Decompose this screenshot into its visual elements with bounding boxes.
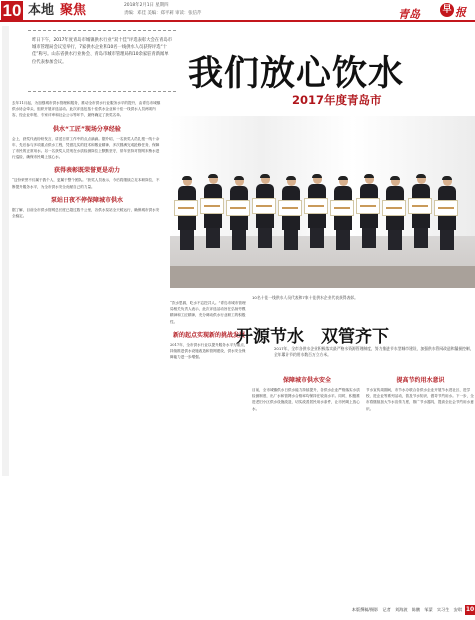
section-heading: 供水“工匠”现场分享经验 <box>53 125 121 133</box>
issue-date: 2018年2月1日 星期四 <box>124 3 169 8</box>
sub-headline: 2017年度青岛市 <box>292 93 382 107</box>
feature-column-right <box>366 370 475 598</box>
floor <box>170 266 475 288</box>
certificate <box>174 200 198 216</box>
certificate <box>382 200 406 216</box>
certificate <box>408 198 432 214</box>
article-paragraph: “这份荣誉不仅属于我个人，更属于整个团队。”获奖人员表示，今后将继续立足本职岗位，不断提升服务水平，为全市供水安全贡献自己的力量。 <box>12 178 160 189</box>
section-heading: 获得表彰既荣誉更是动力 <box>53 167 120 175</box>
article-paragraph: 会上，获奖代表纷纷发言，讲述日常工作中的点点滴滴。据介绍，一名获奖人员扎根一线十余年，先后参与多项重点供水工程，凭借扎实的技术和敬业精神，多次圆满完成抢修任务，保障了市民的正常用水。另一名获奖人员则在水质检测岗位上默默坚守，常年坚持对管网末梢水进行巡检，确保市民喝上放心水。 <box>12 136 160 160</box>
certificate <box>252 198 276 214</box>
left-article-column <box>12 100 162 610</box>
article-paragraph: 节水宣传周期间，市节水办联合各供水企业开展节水进社区、进学校、进企业等系列活动，普及节水知识，倡导节约用水。下一步，全市将继续加大节水宣传力度，推广节水器具，提高全社会节约用水意识。 <box>366 388 474 411</box>
article-paragraph: “饮水思源，吃水不忘挖井人。”青岛市城市管理局相关负责人表示，此次评选活动旨在弘扬劳模精神和工匠精神，充分调动供水行业职工的积极性。 <box>170 301 246 324</box>
certificate <box>356 198 380 214</box>
feature-headline: 开源节水 双管齐下 <box>236 327 389 347</box>
intro-text: 昨日下午，2017年度青岛市城镇供水行业“双十佳”评选表彰大会在青岛市城市管理局会议室举行，7家供水企业和10名一线供水人员获得评选“十佳”称号。山东省供水行业协会、青岛市城市管理局和10余家驻青新闻单位代表参加会议。 <box>32 38 172 65</box>
photo-caption: 10名十佳一线供水人员代表和7家十佳供水企业代表获得表彰。 <box>252 295 358 300</box>
section-name: 本地 <box>28 3 55 18</box>
logo-text: 青岛 <box>398 9 420 21</box>
certificate <box>226 200 250 216</box>
intro-box <box>28 30 176 92</box>
byline-footer <box>298 604 475 616</box>
logo-text-right: 报 <box>455 6 466 19</box>
article-paragraph: 目前，全市城镇供水日供水能力持续提升，各供水企业严格落实水质检测制度，出厂水和管网水合格率均保持在较高水平。同时，积极推进老旧小区供水设施改造，切实改善居民用水条件，让市民喝上放心水。 <box>252 388 360 411</box>
feature-column-left <box>252 370 362 610</box>
byline-text: 本版撰稿/摄影 记者 刘海波 陈鹏 邹蒙 实习生 安琪 <box>351 607 462 612</box>
certificate <box>434 200 458 216</box>
article-paragraph: 去年11月起，为加强城市供水管理和服务，推动全市供水行业服务水平的提升，由青岛市城镇供水协会牵头，组织开展评选活动。此次评选包括十佳供水企业和十佳一线供水人员两项内容，经企业申报、专家评审和社会公示等环节，最终确定了获奖名单。 <box>12 101 161 118</box>
award-group-photo <box>170 116 475 288</box>
certificate <box>278 200 302 216</box>
certificate <box>304 198 328 214</box>
section-heading: 泵站日夜不停保障城市供水 <box>50 196 123 204</box>
section-heading: 保障城市供水安全 <box>282 377 331 384</box>
feature-lead: 2017年，全市各供水企业积极落实最严格水资源管理制度，努力推进节水型城市建设，加强供水管网改造和漏损控制，全年累计节约用水数百万立方米。 <box>274 346 474 358</box>
section-heading: 新的起点实现新的挑战发展 <box>172 331 245 339</box>
logo-badge: 早 <box>440 3 454 17</box>
certificate <box>330 200 354 216</box>
page-number: 10 <box>2 1 22 20</box>
main-headline: 我们放心饮水 <box>188 54 405 94</box>
footer-page-number: 10 <box>465 606 475 613</box>
margin-rule <box>2 26 9 476</box>
newspaper-logo <box>398 3 473 19</box>
section-name-focus: 聚焦 <box>60 3 87 18</box>
article-paragraph: 2017年，全市供水行业以提升服务水平为重点，持续推进供水设施改造和管网建设，供水安全保障能力进一步增强。 <box>170 342 248 360</box>
article-paragraph: 据了解，目前全市供水管网总长度已超过数千公里，各供水泵站全天候运行，确保城市供水安全稳定。 <box>12 207 160 219</box>
editor-credits: 责编：邓佳 美编：郑平莉 审读：张信芹 <box>124 11 202 16</box>
section-heading: 提高节约用水意识 <box>396 377 445 384</box>
certificate <box>200 198 224 214</box>
